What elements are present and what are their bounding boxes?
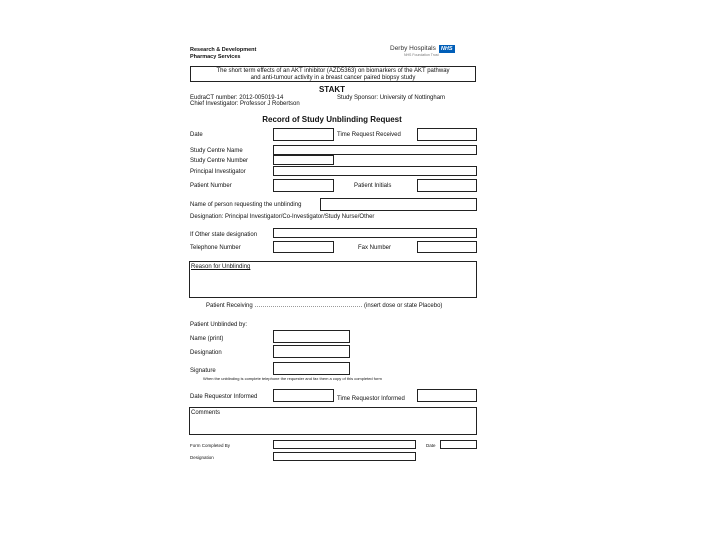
- logo-name: Derby Hospitals: [390, 45, 436, 52]
- signature-label: Signature: [190, 368, 216, 374]
- comments-label: Comments: [191, 410, 221, 416]
- patient-initials-input[interactable]: [417, 179, 477, 192]
- form-page: [182, 38, 482, 468]
- pi-label: Principal Investigator: [190, 169, 246, 175]
- date2-input[interactable]: [440, 440, 477, 449]
- time-informed-input[interactable]: [417, 389, 477, 402]
- other-designation-input[interactable]: [273, 228, 477, 238]
- org-line1: Research & Development: [190, 47, 257, 53]
- date-label: Date: [190, 132, 203, 138]
- centre-name-label: Study Centre Name: [190, 148, 243, 154]
- fax-input[interactable]: [417, 241, 477, 253]
- time-received-label: Time Request Received: [337, 132, 401, 138]
- requester-name-input[interactable]: [320, 198, 477, 211]
- study-sponsor: Study Sponsor: University of Nottingham: [337, 95, 446, 101]
- designation3-input[interactable]: [273, 452, 416, 461]
- designation2-input[interactable]: [273, 345, 350, 358]
- study-title-line1: The short term effects of an AKT inhibitor (AZD5363) on biomarkers of the AKT pathway: [216, 68, 450, 74]
- name-print-input[interactable]: [273, 330, 350, 343]
- completed-by-label: Form Completed By: [190, 443, 231, 448]
- study-acronym: STAKT: [318, 85, 346, 94]
- signature-input[interactable]: [273, 362, 350, 375]
- form-title: Record of Study Unblinding Request: [262, 115, 402, 124]
- study-title-box: [190, 66, 476, 82]
- reason-box[interactable]: [189, 261, 477, 298]
- patient-initials-label: Patient Initials: [354, 183, 392, 189]
- study-title-line2: and anti-tumour activity in a breast cancer paired biopsy study: [250, 75, 416, 81]
- designation2-label: Designation: [190, 350, 222, 356]
- date2-label: Date: [426, 443, 436, 448]
- designation-options: Designation: Principal Investigator/Co-Investigator/Study Nurse/Other: [190, 214, 375, 220]
- name-print-label: Name (print): [190, 336, 224, 342]
- date-informed-label: Date Requestor Informed: [190, 394, 258, 400]
- completion-note: When the unblinding is complete telephone the requester and fax them a copy of this completed form: [203, 376, 382, 381]
- eudract-number: EudraCT number: 2012-005019-14: [190, 95, 284, 101]
- patient-number-input[interactable]: [273, 179, 334, 192]
- logo-subtitle: NHS Foundation Trust: [404, 53, 439, 57]
- patient-receiving: Patient Receiving ……………………………………………… (insert dose or state Placebo): [206, 303, 443, 309]
- date-input[interactable]: [273, 128, 334, 141]
- telephone-label: Telephone Number: [190, 245, 241, 251]
- telephone-input[interactable]: [273, 241, 334, 253]
- org-line2: Pharmacy Services: [190, 54, 241, 60]
- completed-by-input[interactable]: [273, 440, 416, 449]
- other-designation-label: If Other state designation: [190, 232, 258, 238]
- centre-number-input[interactable]: [273, 155, 334, 165]
- centre-name-input[interactable]: [273, 145, 477, 155]
- time-received-input[interactable]: [417, 128, 477, 141]
- patient-number-label: Patient Number: [190, 183, 232, 189]
- unblinded-by-label: Patient Unblinded by:: [190, 322, 248, 328]
- centre-number-label: Study Centre Number: [190, 158, 249, 164]
- requester-name-label: Name of person requesting the unblinding: [190, 202, 302, 208]
- comments-box[interactable]: [189, 407, 477, 435]
- hospital-logo: [390, 45, 455, 53]
- date-informed-input[interactable]: [273, 389, 334, 402]
- fax-label: Fax Number: [358, 245, 392, 251]
- designation3-label: Designation: [190, 455, 214, 460]
- time-informed-label: Time Requestor Informed: [337, 396, 405, 402]
- pi-input[interactable]: [273, 166, 477, 176]
- chief-investigator: Chief Investigator: Professor J Robertson: [190, 101, 300, 107]
- reason-label: Reason for Unblinding: [191, 264, 251, 270]
- nhs-badge: NHS: [440, 46, 453, 52]
